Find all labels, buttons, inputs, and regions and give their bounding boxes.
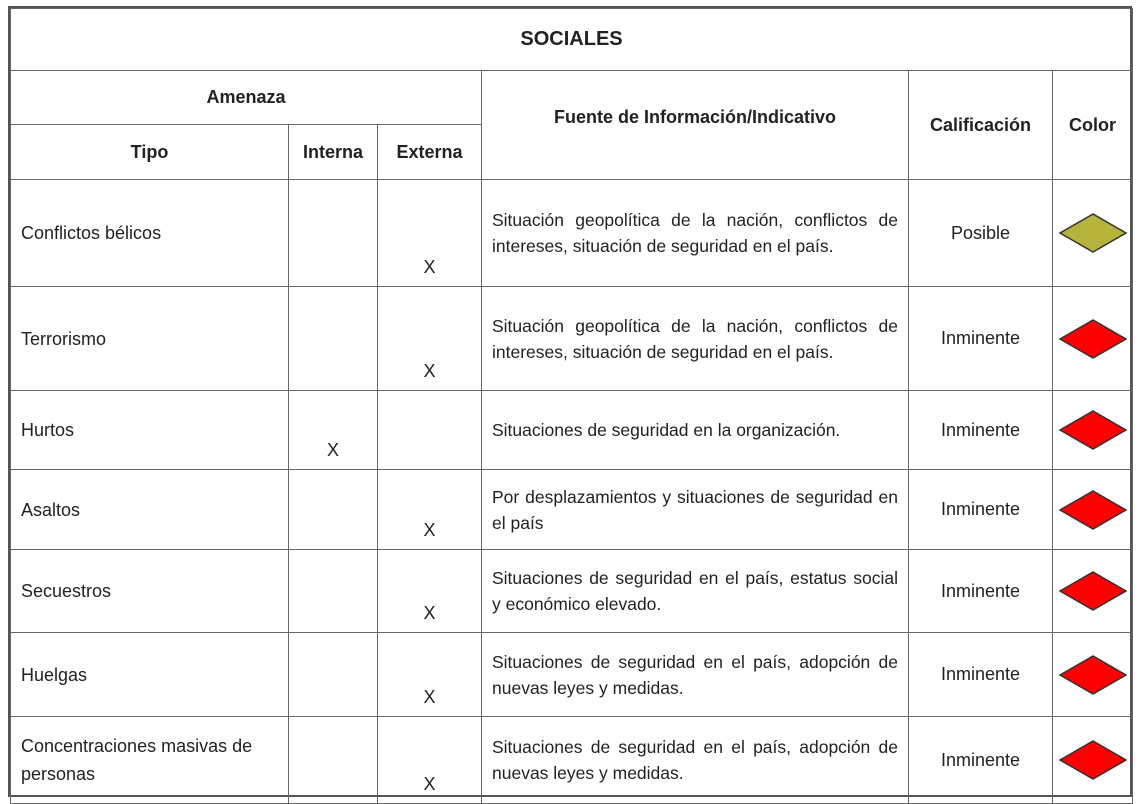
externa-mark: X [378,287,482,391]
fuente-cell: Por desplazamientos y situaciones de seguridad en el país [482,470,909,550]
color-cell [1053,550,1133,633]
interna-mark [289,470,378,550]
tipo-cell: Huelgas [11,633,289,717]
olive-diamond-icon [1058,212,1128,254]
calificacion-cell: Inminente [909,717,1053,804]
fuente-cell: Situación geopolítica de la nación, conflictos de intereses, situación de seguridad en el país. [482,180,909,287]
fuente-cell: Situaciones de seguridad en el país, adopción de nuevas leyes y medidas. [482,717,909,804]
header-fuente: Fuente de Información/Indicativo [482,71,909,180]
table-row [11,550,1133,633]
fuente-cell: Situaciones de seguridad en el país, estatus social y económico elevado. [482,550,909,633]
color-cell [1053,470,1133,550]
table-row [11,717,1133,804]
tipo-cell: Terrorismo [11,287,289,391]
tipo-cell: Secuestros [11,550,289,633]
header-externa: Externa [378,125,482,180]
fuente-cell: Situaciones de seguridad en el país, adopción de nuevas leyes y medidas. [482,633,909,717]
red-diamond-icon [1058,739,1128,781]
tipo-cell: Asaltos [11,470,289,550]
table-row [11,287,1133,391]
header-color: Color [1053,71,1133,180]
interna-mark [289,633,378,717]
red-diamond-icon [1058,489,1128,531]
header-amenaza: Amenaza [11,71,482,125]
fuente-cell: Situación geopolítica de la nación, conflictos de intereses, situación de seguridad en el país. [482,287,909,391]
header-calificacion: Calificación [909,71,1053,180]
table-row [11,633,1133,717]
interna-mark [289,287,378,391]
calificacion-cell: Inminente [909,550,1053,633]
color-cell [1053,180,1133,287]
calificacion-cell: Inminente [909,287,1053,391]
header-tipo: Tipo [11,125,289,180]
table-row [11,180,1133,287]
externa-mark: X [378,717,482,804]
sociales-threat-table [10,8,1133,804]
externa-mark: X [378,633,482,717]
interna-mark: X [289,391,378,470]
red-diamond-icon [1058,570,1128,612]
tipo-cell: Conflictos bélicos [11,180,289,287]
calificacion-cell: Posible [909,180,1053,287]
red-diamond-icon [1058,318,1128,360]
color-cell [1053,287,1133,391]
externa-mark: X [378,180,482,287]
red-diamond-icon [1058,654,1128,696]
table-title: SOCIALES [11,9,1133,71]
calificacion-cell: Inminente [909,391,1053,470]
interna-mark [289,550,378,633]
table-row [11,391,1133,470]
externa-mark [378,391,482,470]
calificacion-cell: Inminente [909,633,1053,717]
table-row [11,470,1133,550]
color-cell [1053,633,1133,717]
header-interna: Interna [289,125,378,180]
interna-mark [289,180,378,287]
calificacion-cell: Inminente [909,470,1053,550]
tipo-cell: Concentraciones masivas de personas [11,717,289,804]
externa-mark: X [378,470,482,550]
tipo-cell: Hurtos [11,391,289,470]
fuente-cell: Situaciones de seguridad en la organización. [482,391,909,470]
interna-mark [289,717,378,804]
color-cell [1053,391,1133,470]
color-cell [1053,717,1133,804]
red-diamond-icon [1058,409,1128,451]
externa-mark: X [378,550,482,633]
